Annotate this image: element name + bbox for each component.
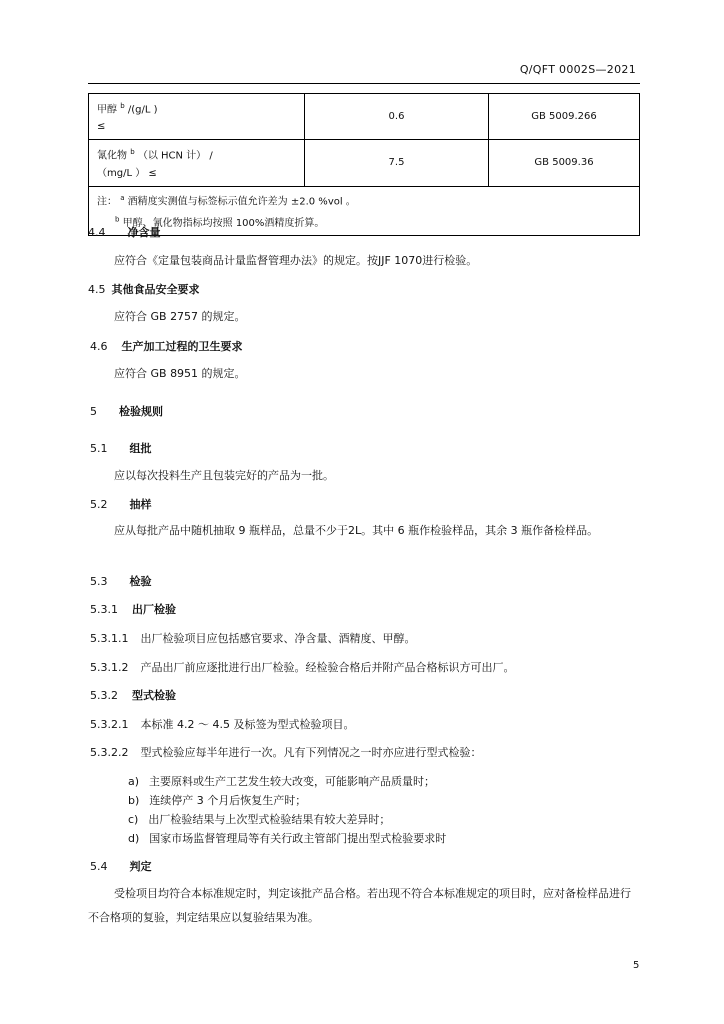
table-cell-item: 甲醇 $^b$ /(g/L ) ≤ — [89, 94, 305, 140]
clause-5-3-1-1: 5.3.1.1 出厂检验项目应包括感官要求、净含量、酒精度、甲醇。 — [90, 632, 416, 645]
section-heading-4-4: 4.4 净含量 — [88, 226, 161, 239]
section-heading-5-3: 5.3 检验 — [90, 575, 152, 588]
section-text-4-4: 应符合《定量包装商品计量监督管理办法》的规定。按JJF 1070进行检验。 — [114, 254, 478, 267]
section-heading-5-3-1: 5.3.1 出厂检验 — [90, 603, 176, 616]
table-row — [89, 94, 640, 140]
section-heading-4-6: 4.6 生产加工过程的卫生要求 — [90, 340, 243, 353]
section-text-4-6: 应符合 GB 8951 的规定。 — [114, 367, 246, 380]
section-heading-5-2: 5.2 抽样 — [90, 498, 152, 511]
section-heading-5: 5 检验规则 — [90, 405, 163, 418]
clause-5-3-2-2: 5.3.2.2 型式检验应每半年进行一次。凡有下列情况之一时亦应进行型式检验： — [90, 746, 482, 759]
table-cell-value: 0.6 — [305, 94, 489, 140]
section-text-4-5: 应符合 GB 2757 的规定。 — [114, 310, 246, 323]
section-heading-5-3-2: 5.3.2 型式检验 — [90, 689, 176, 702]
spec-table — [88, 93, 640, 236]
list-item: d) 国家市场监督管理局等有关行政主管部门提出型式检验要求时 — [128, 832, 447, 845]
section-heading-5-1: 5.1 组批 — [90, 442, 152, 455]
table-cell-value: 7.5 — [305, 140, 489, 186]
section-heading-4-5: 4.5 其他食品安全要求 — [88, 283, 200, 296]
table-note: 注： $^a$ 酒精度实测值与标签标示值允许差为 ±2.0 %vol 。 $^b$ 甲醇、氰化物指标均按照 100%酒精度折算。 — [89, 186, 640, 236]
table-row — [89, 140, 640, 186]
section-heading-5-4: 5.4 判定 — [90, 860, 152, 873]
table-cell-method: GB 5009.266 — [489, 94, 640, 140]
section-text-5-4: 受检项目均符合本标准规定时，判定该批产品合格。若出现不符合本标准规定的项目时，应对备检样品进行不合格项的复验，判定结果应以复验结果为准。 — [88, 887, 631, 924]
header-divider — [88, 83, 640, 84]
clause-5-3-2-1: 5.3.2.1 本标准 4.2 ～ 4.5 及标签为型式检验项目。 — [90, 718, 355, 731]
list-item: a) 主要原料或生产工艺发生较大改变，可能影响产品质量时； — [128, 775, 436, 788]
table-cell-method: GB 5009.36 — [489, 140, 640, 186]
clause-5-3-1-2: 5.3.1.2 产品出厂前应逐批进行出厂检验。经检验合格后并附产品合格标识方可出厂。 — [90, 661, 515, 674]
section-text-5-1: 应以每次投料生产且包装完好的产品为一批。 — [114, 469, 334, 482]
list-item: b) 连续停产 3 个月后恢复生产时； — [128, 794, 307, 807]
section-text-5-2: 应从每批产品中随机抽取 9 瓶样品，总量不少于2L。其中 6 瓶作检验样品，其余 3 瓶作备检样品。 — [114, 524, 599, 537]
table-cell-item: 氰化物 $^b$ （以 HCN 计） / （mg/L ） ≤ — [89, 140, 305, 186]
list-item: c) 出厂检验结果与上次型式检验结果有较大差异时； — [128, 813, 391, 826]
document-code: Q/QFT 0002S—2021 — [519, 63, 636, 76]
page-number: 5 — [633, 960, 640, 971]
table-note-row — [89, 186, 640, 236]
